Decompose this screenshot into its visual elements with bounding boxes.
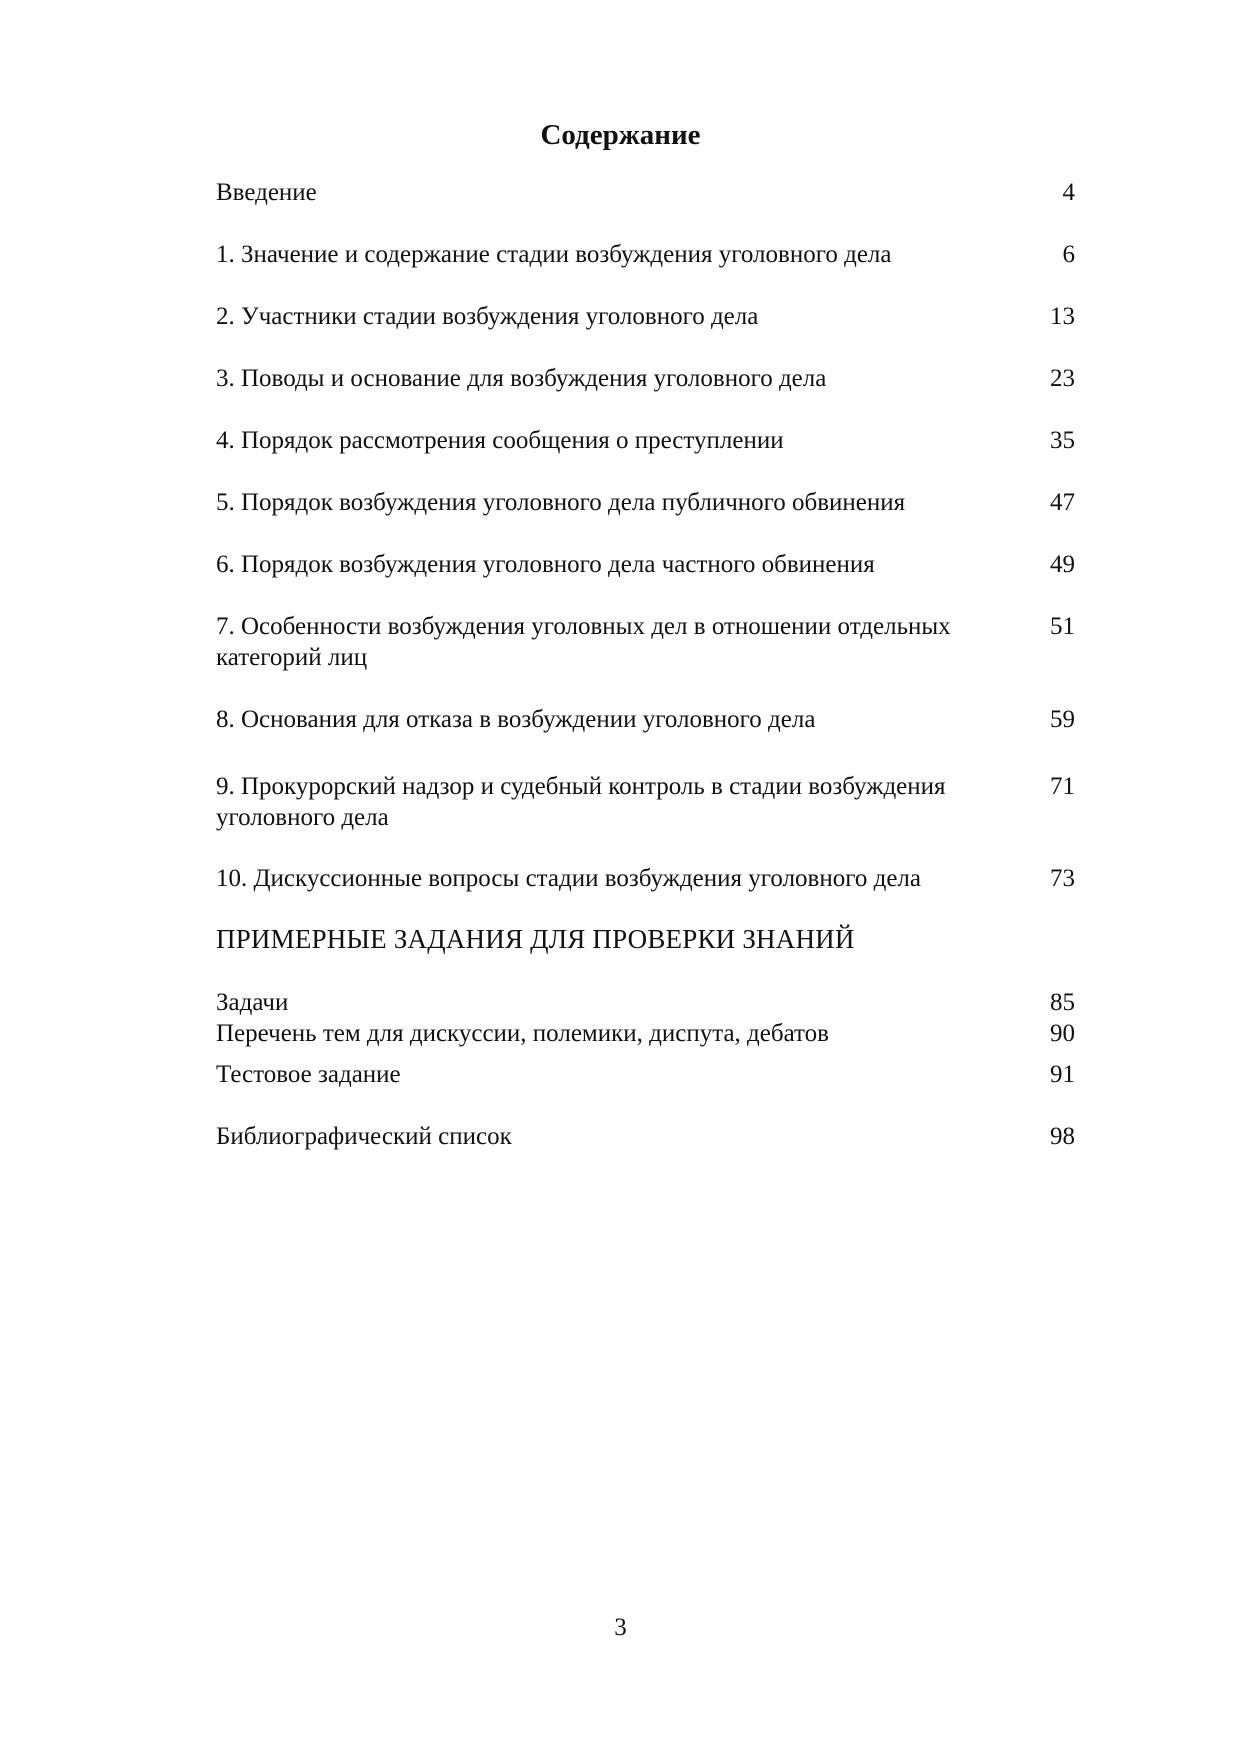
toc-entry-page: 91 [1050, 1061, 1075, 1088]
toc-entry-text: 3. Поводы и основание для возбуждения уголовного дела [216, 365, 827, 392]
toc-entry-page: 59 [1050, 706, 1075, 733]
toc-entry-text: Задачи [216, 989, 289, 1016]
toc-entry-page: 85 [1050, 989, 1075, 1016]
toc-entry-text: Тестовое задание [216, 1061, 401, 1088]
section-heading: ПРИМЕРНЫЕ ЗАДАНИЯ ДЛЯ ПРОВЕРКИ ЗНАНИЙ [216, 924, 855, 954]
toc-entry-text: Перечень тем для дискуссии, полемики, диспута, дебатов [216, 1020, 829, 1047]
page-number: 3 [614, 1614, 627, 1641]
page-title: Содержание [540, 119, 701, 151]
toc-entry-text: Введение [216, 179, 317, 206]
toc-entry-text: 1. Значение и содержание стадии возбуждения уголовного дела [216, 241, 892, 268]
toc-entry-text: 7. Особенности возбуждения уголовных дел в отношении отдельных категорий лиц [216, 613, 951, 671]
toc-entry-page: 90 [1050, 1020, 1075, 1047]
toc-entry-text: 2. Участники стадии возбуждения уголовного дела [216, 303, 759, 330]
toc-entry-page: 6 [1062, 241, 1075, 268]
toc-entry-page: 71 [1050, 773, 1075, 800]
toc-entry-text: 4. Порядок рассмотрения сообщения о преступлении [216, 427, 784, 454]
toc-entry-page: 13 [1050, 303, 1075, 330]
toc-entry-page: 23 [1050, 365, 1075, 392]
toc-entry-text: 10. Дискуссионные вопросы стадии возбуждения уголовного дела [216, 865, 921, 892]
toc-entry-page: 4 [1062, 179, 1075, 206]
toc-entry-text: 9. Прокурорский надзор и судебный контроль в стадии возбуждения уголовного дела [216, 773, 946, 831]
toc-entry-page: 51 [1050, 613, 1075, 640]
toc-entry-text: 5. Порядок возбуждения уголовного дела публичного обвинения [216, 489, 906, 516]
toc-entry-page: 49 [1050, 551, 1075, 578]
toc-entry-text: Библиографический список [216, 1123, 512, 1150]
toc-entry-page: 47 [1050, 489, 1075, 516]
toc-entry-page: 35 [1050, 427, 1075, 454]
toc-entry-page: 73 [1050, 865, 1075, 892]
toc-entry-text: 8. Основания для отказа в возбуждении уголовного дела [216, 706, 816, 733]
toc-entry-page: 98 [1050, 1123, 1075, 1150]
toc-entry-text: 6. Порядок возбуждения уголовного дела частного обвинения [216, 551, 875, 578]
